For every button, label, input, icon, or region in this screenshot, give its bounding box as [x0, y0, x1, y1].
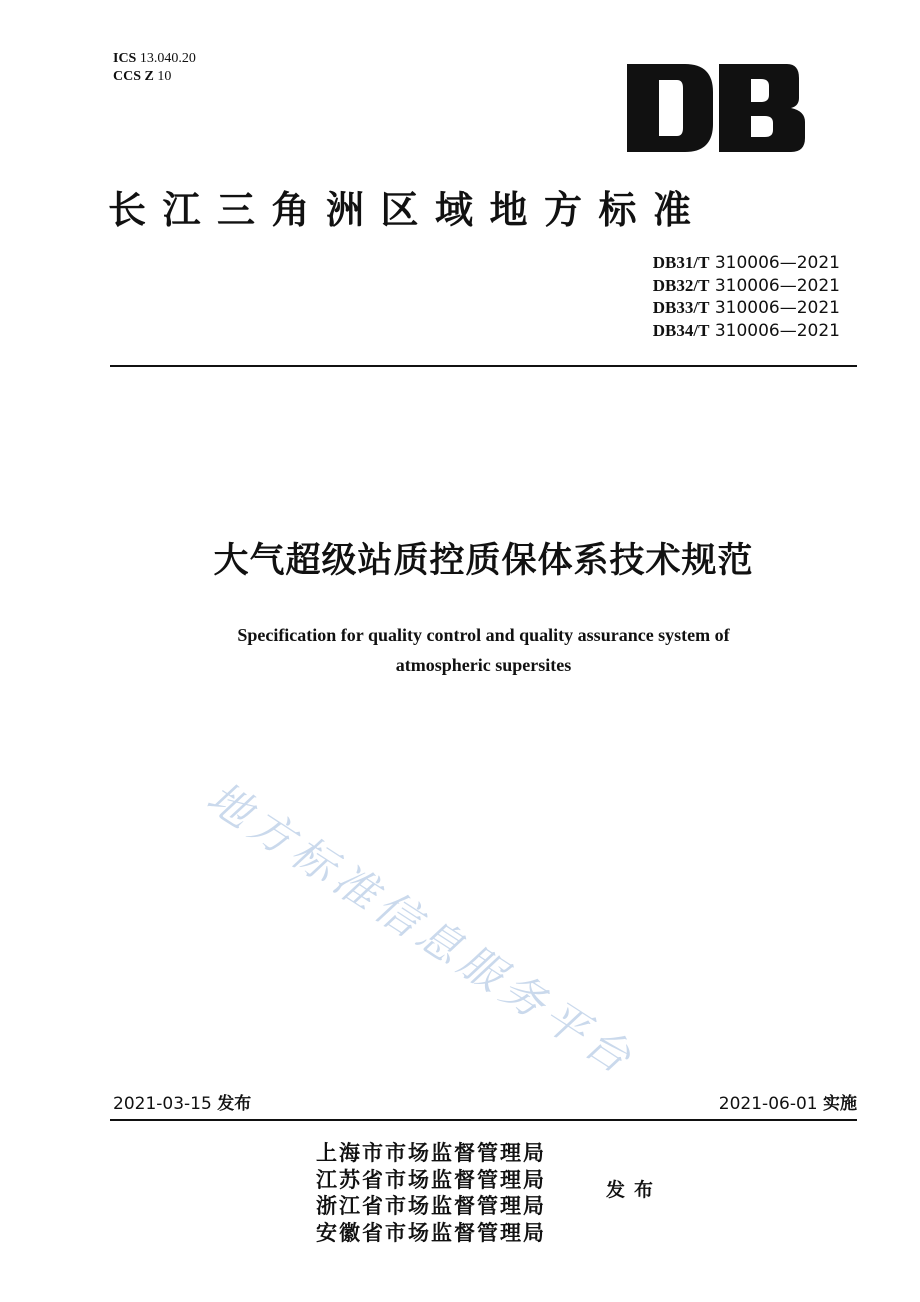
classification-codes: [113, 50, 196, 86]
standard-code-prefix: DB32/T: [652, 275, 710, 295]
title-english-line-1: Specification for quality control and quality assurance system of: [237, 625, 730, 645]
publisher-item: 上海市市场监督管理局: [316, 1141, 546, 1165]
standard-code-line: [600, 297, 840, 320]
document-type-heading: 长江三角洲区域地方标准: [108, 188, 708, 232]
standard-code-line: [600, 320, 840, 343]
ics-line: [113, 50, 196, 68]
standard-code-number: 310006—2021: [714, 298, 840, 318]
publishers-list: [316, 1140, 566, 1246]
publisher-item: 浙江省市场监督管理局: [316, 1194, 546, 1218]
ccs-number: 10: [157, 69, 172, 84]
standard-code-line: [600, 252, 840, 275]
ccs-letter: Z: [144, 69, 154, 84]
title-english-line-2: atmospheric supersites: [395, 655, 572, 675]
ics-label: ICS: [113, 51, 137, 66]
standard-code-line: [600, 275, 840, 298]
db-logo-letter-b: [719, 64, 805, 152]
top-divider: [110, 365, 857, 367]
bottom-divider: [110, 1119, 857, 1121]
title-english: [110, 620, 857, 680]
standard-code-prefix: DB31/T: [652, 253, 710, 272]
standard-code-number: 310006—2021: [714, 320, 840, 341]
db-logo: [627, 64, 805, 152]
release-date-label: 发布: [217, 1094, 252, 1114]
standard-codes: [600, 252, 840, 342]
release-date: [113, 1093, 251, 1115]
publisher-item: 江苏省市场监督管理局: [316, 1167, 546, 1192]
standard-code-number: 310006—2021: [714, 275, 840, 296]
watermark: 地方标准信息服务平台: [197, 772, 645, 1087]
ccs-line: [113, 68, 196, 86]
ics-value: 13.040.20: [139, 51, 196, 66]
standard-code-number: 310006—2021: [714, 253, 840, 273]
effective-date: [600, 1093, 857, 1115]
effective-date-label: 实施: [823, 1094, 857, 1114]
release-date-value: 2021-03-15: [113, 1094, 212, 1114]
standard-code-prefix: DB33/T: [652, 298, 710, 317]
standard-code-prefix: DB34/T: [652, 320, 710, 340]
ccs-label: CCS: [113, 69, 142, 84]
issued-label: 发布: [606, 1179, 663, 1201]
db-logo-letter-d: [627, 64, 713, 152]
title-chinese: 大气超级站质控质保体系技术规范: [213, 541, 754, 581]
publisher-item: 安徽省市场监督管理局: [316, 1220, 546, 1245]
effective-date-value: 2021-06-01: [718, 1094, 818, 1114]
